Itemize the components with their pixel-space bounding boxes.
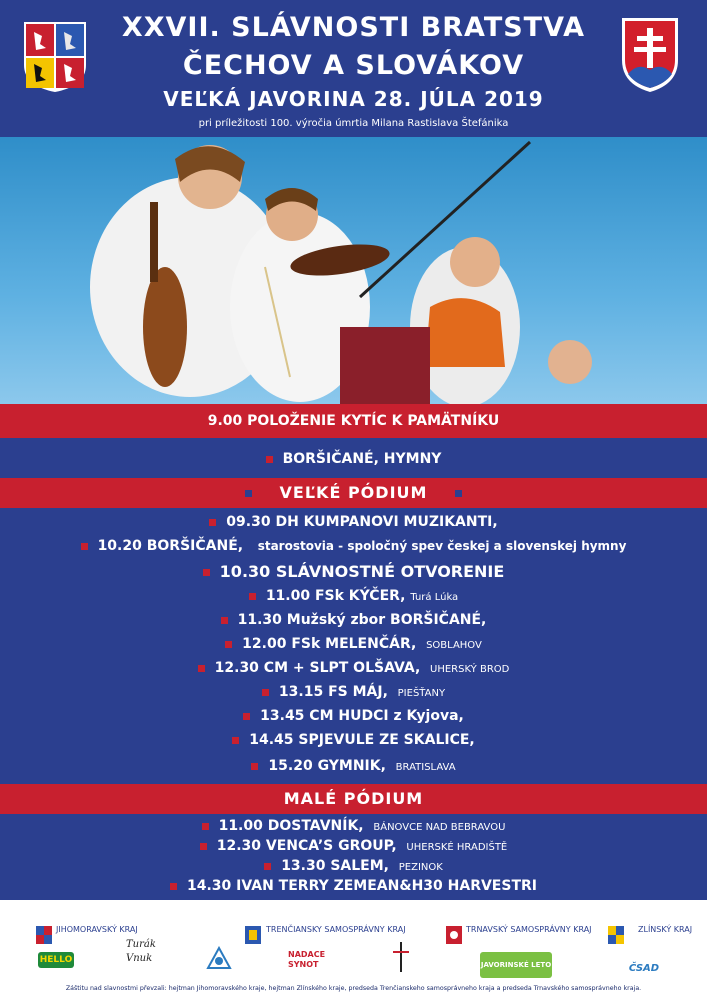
program-row-text: 12.00 FSk MELENČÁR,	[242, 636, 417, 652]
program-row	[0, 612, 707, 628]
slovak-coat-of-arms-icon	[620, 16, 680, 94]
bullet-icon	[203, 569, 210, 576]
program-row-note: SOBLAHOV	[426, 640, 482, 651]
program-row	[0, 878, 707, 894]
program-row-note: UHERSKÉ HRADIŠTĚ	[406, 842, 508, 853]
bullet-icon	[249, 593, 256, 600]
program-row-opening	[0, 562, 707, 581]
program-row-text: 14.45 SPJEVULE ZE SKALICE,	[249, 732, 475, 748]
cross-monument-icon	[390, 940, 412, 974]
small-stage-program	[0, 814, 707, 900]
opening-item-text: BORŠIČANÉ, HYMNY	[282, 451, 442, 467]
bullet-icon	[198, 665, 205, 672]
program-row-note: UHERSKÝ BROD	[430, 664, 510, 675]
bullet-icon	[209, 519, 216, 526]
opening-band: 9.00 POLOŽENIE KYTÍC K PAMÄTNÍKU	[0, 404, 707, 438]
bullet-icon	[264, 863, 271, 870]
bullet-icon	[251, 763, 258, 770]
bullet-icon	[225, 641, 232, 648]
program-row-text: 14.30 IVAN TERRY ZEMEAN&H30 HARVESTRI	[187, 878, 537, 894]
program-row-text: 11.00 DOSTAVNÍK,	[218, 818, 364, 834]
program-row-text: 13.30 SALEM,	[281, 858, 389, 874]
title-line-2: ČECHOV A SLOVÁKOV	[182, 50, 525, 81]
program-row-text: 11.30 Mužský zbor BORŠIČANÉ,	[237, 612, 487, 628]
logo-nadace-synot: NADACE SYNOT	[288, 950, 326, 969]
jihomoravsky-coat-icon	[36, 926, 52, 944]
bullet-icon	[170, 883, 177, 890]
bullet-icon	[245, 490, 252, 497]
program-row-note: PEZINOK	[398, 862, 443, 873]
bullet-icon	[262, 689, 269, 696]
region-trnavsky: TRNAVSKÝ SAMOSPRÁVNY KRAJ	[466, 925, 592, 934]
program-row	[0, 538, 707, 554]
program-row	[0, 708, 707, 724]
program-row	[0, 636, 707, 652]
program-row	[0, 758, 707, 774]
big-stage-program	[0, 508, 707, 784]
opening-item	[0, 451, 707, 467]
bullet-icon	[202, 823, 209, 830]
folk-union-logo-icon	[206, 946, 232, 970]
bullet-icon	[81, 543, 88, 550]
program-row-note: BRATISLAVA	[395, 762, 456, 773]
bullet-icon	[455, 490, 462, 497]
festival-photo	[0, 137, 707, 404]
program-row-text: 10.30 SLÁVNOSTNÉ OTVORENIE	[219, 562, 505, 581]
title-line-1: XXVII. SLÁVNOSTI BRATSTVA	[121, 12, 586, 43]
region-trenciansky: TRENČIANSKY SAMOSPRÁVNY KRAJ	[266, 925, 406, 934]
bullet-icon	[221, 617, 228, 624]
header	[0, 0, 707, 137]
program-row-text: 10.20 BORŠIČANÉ,	[97, 538, 244, 554]
program-row	[0, 818, 707, 834]
big-stage-band	[0, 478, 707, 508]
bullet-icon	[200, 843, 207, 850]
program-row-text: 15.20 GYMNIK,	[268, 758, 386, 774]
region-jihomoravsky: JIHOMORAVSKÝ KRAJ	[56, 925, 138, 934]
program-row	[0, 838, 707, 854]
program-row	[0, 660, 707, 676]
patronage-note: Záštitu nad slavnostmi převzali: hejtman Jihomoravského kraje, hejtman Zlínského kraje, predseda Trenčianskeho samosprávneho kraja a predseda Trnavského samosprávneho kraja.	[65, 985, 642, 992]
program-row-note: Turá Lúka	[410, 592, 459, 603]
region-zlinsky: ZLÍNSKÝ KRAJ	[638, 925, 693, 934]
program-row-text: 12.30 CM + SLPT OLŠAVA,	[214, 660, 421, 676]
small-stage-band: MALÉ PÓDIUM	[0, 784, 707, 814]
program-row-note: starostovia - spoločný spev českej a slovenskej hymny	[257, 539, 627, 553]
bullet-icon	[266, 456, 273, 463]
bullet-icon	[243, 713, 250, 720]
opening-item-band	[0, 438, 707, 478]
logo-csad: ČSAD	[628, 963, 660, 974]
trnavsky-coat-icon	[446, 926, 462, 944]
logo-turak: Turák Vnuk	[126, 939, 156, 964]
occasion-text: pri príležitosti 100. výročia úmrtia Milana Rastislava Štefánika	[198, 118, 509, 129]
program-row-note: BÁNOVCE NAD BEBRAVOU	[373, 822, 506, 833]
program-row-text: 11.00 FSk KÝČER,	[265, 588, 406, 604]
trenciansky-coat-icon	[245, 926, 261, 944]
big-stage-title: VEĽKÉ PÓDIUM	[279, 483, 428, 502]
zlinsky-coat-icon	[608, 926, 624, 944]
program-row-text: 12.30 VENCA’S GROUP,	[216, 838, 397, 854]
logo-hello: HELLO	[38, 952, 74, 968]
program-row-text: 09.30 DH KUMPANOVI MUZIKANTI,	[226, 514, 498, 530]
bullet-icon	[232, 737, 239, 744]
program-row	[0, 732, 707, 748]
program-row-note: PIEŠŤANY	[397, 688, 446, 699]
program-row	[0, 588, 707, 604]
program-row	[0, 514, 707, 530]
program-row-text: 13.45 CM HUDCI z Kyjova,	[260, 708, 464, 724]
program-row	[0, 858, 707, 874]
program-row	[0, 684, 707, 700]
subtitle: VEĽKÁ JAVORINA 28. JÚLA 2019	[163, 87, 544, 111]
logo-javorinske-leto: JAVORINSKÉ LETO	[480, 952, 552, 978]
program-row-text: 13.15 FS MÁJ,	[278, 684, 388, 700]
